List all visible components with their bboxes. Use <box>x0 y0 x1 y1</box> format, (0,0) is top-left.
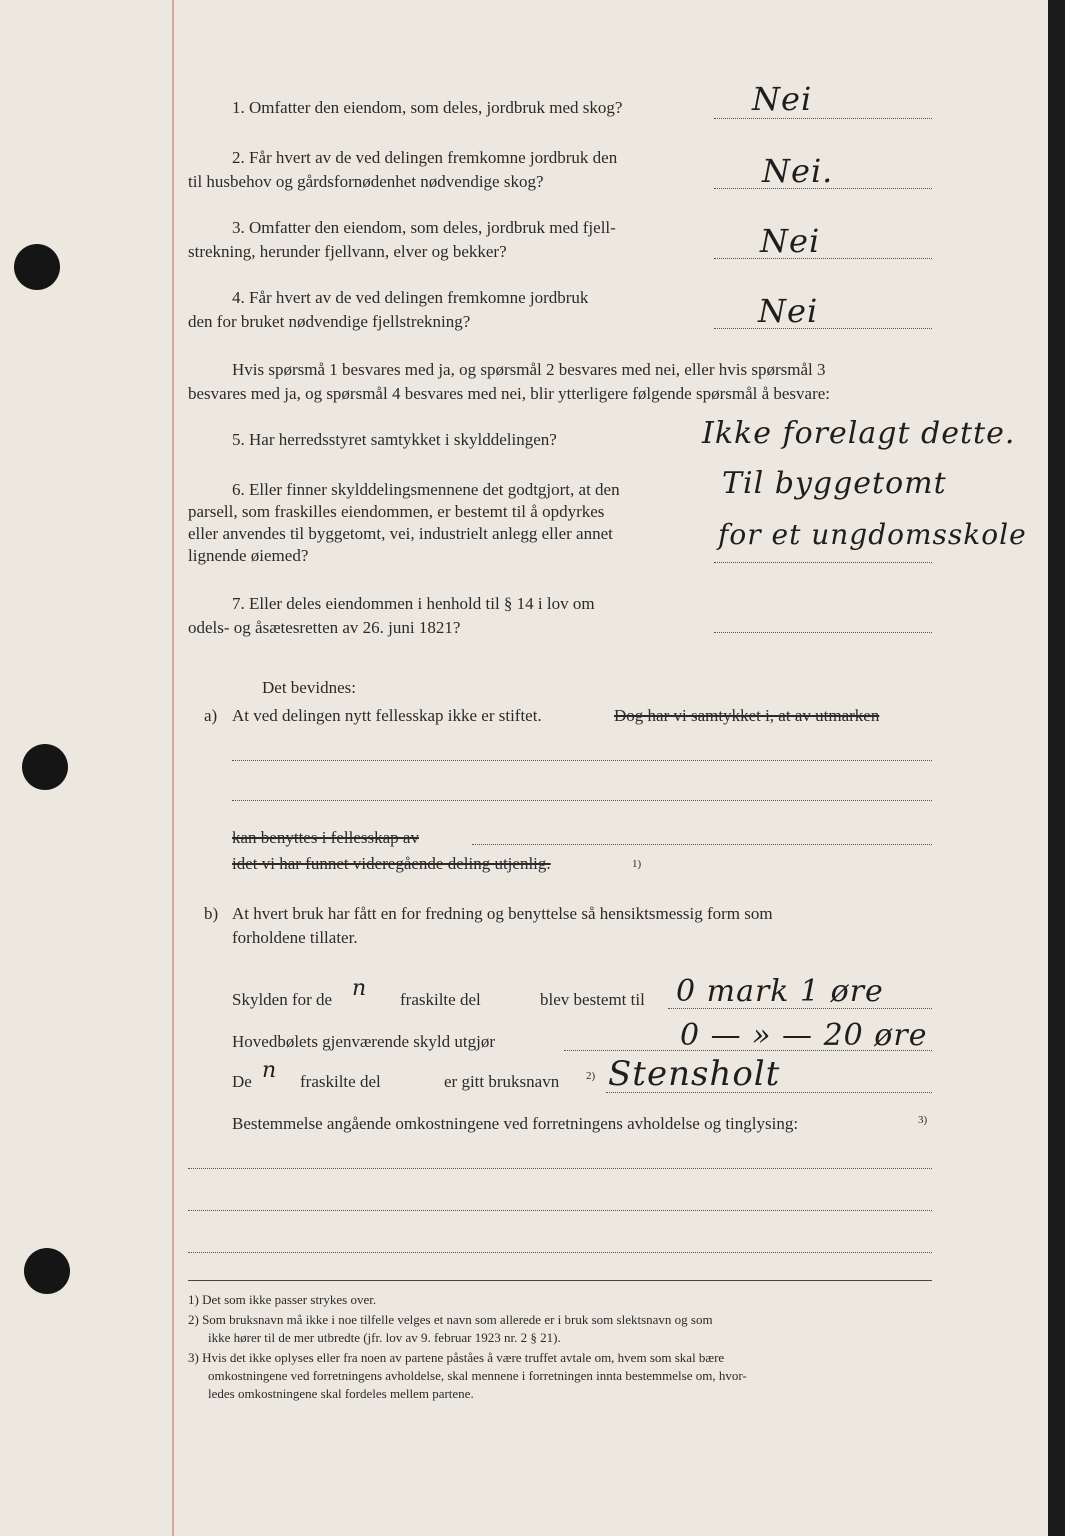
answer-1: Nei <box>752 80 813 118</box>
answer-5: Ikke forelagt dette. <box>702 416 1016 451</box>
footnote-1: 1) Det som ikke passer strykes over. <box>188 1292 377 1307</box>
question-2-line2: til husbehov og gårdsfornødenhet nødvendige skog? <box>188 172 544 191</box>
blank-line <box>472 844 932 845</box>
skyld-value: 0 mark 1 øre <box>676 974 884 1009</box>
intro-line1: Hvis spørsmå 1 besvares med ja, og spørsmål 2 besvares med nei, eller hvis spørsmål 3 <box>232 360 826 379</box>
blank-line <box>188 1210 932 1211</box>
navn-value: Stensholt <box>608 1054 781 1094</box>
question-4-line1: 4. Får hvert av de ved delingen fremkomne jordbruk <box>232 288 589 307</box>
question-2-line1: 2. Får hvert av de ved delingen fremkomne jordbruk den <box>232 148 618 167</box>
footnote-3b: omkostningene ved forretningens avholdelse, skal mennene i forretningen innta bestemmelse om, hvor- <box>208 1368 747 1383</box>
question-6-line1: 6. Eller finner skylddelingsmennene det godtgjort, at den <box>232 480 620 499</box>
question-6-line4: lignende øiemed? <box>188 546 309 565</box>
footnote-rule <box>188 1280 932 1281</box>
skyld-label: Skylden for de <box>232 990 333 1009</box>
attest-a-label: a) <box>204 706 218 725</box>
attest-a-note: 1) <box>632 858 642 870</box>
footnote-3a: 3) Hvis det ikke oplyses eller fra noen av partene påståes å være truffet avtale om, hvem som skal bære <box>188 1350 725 1365</box>
answer-6-line2: for et ungdomsskole <box>718 518 1027 551</box>
answer-line <box>714 258 932 259</box>
margin-rule <box>172 0 174 1536</box>
punch-hole <box>22 744 68 790</box>
skyld-hand: n <box>352 976 368 1001</box>
question-6-line2: parsell, som fraskilles eiendommen, er bestemt til å opdyrkes <box>188 502 605 521</box>
intro-line2: besvares med ja, og spørsmål 4 besvares med nei, blir ytterligere følgende spørsmål å besvare: <box>188 384 831 403</box>
answer-3: Nei <box>760 222 821 260</box>
navn-note: 2) <box>586 1070 596 1082</box>
blank-line <box>188 1252 932 1253</box>
question-7-line1: 7. Eller deles eiendommen i henhold til § 14 i lov om <box>232 594 595 613</box>
skyld-label-2: fraskilte del <box>400 990 481 1009</box>
hoved-label: Hovedbølets gjenværende skyld utgjør <box>232 1032 495 1051</box>
answer-2: Nei. <box>762 152 834 190</box>
answer-line <box>714 118 932 119</box>
question-3-line2: strekning, herunder fjellvann, elver og bekker? <box>188 242 507 261</box>
attest-heading: Det bevidnes: <box>262 678 356 697</box>
footnote-2b: ikke hører til de mer utbredte (jfr. lov av 9. februar 1923 nr. 2 § 21). <box>208 1330 561 1345</box>
bestemmelse-note: 3) <box>918 1114 928 1126</box>
attest-a-struck: Dog har vi samtykket i, at av utmarken <box>614 706 880 725</box>
attest-a-struck-2: kan benyttes i fellesskap av <box>232 828 419 847</box>
question-5: 5. Har herredsstyret samtykket i skylddelingen? <box>232 430 557 449</box>
answer-line <box>714 562 932 563</box>
answer-line <box>714 328 932 329</box>
punch-hole <box>24 1248 70 1294</box>
question-7-line2: odels- og åsætesretten av 26. juni 1821? <box>188 618 461 637</box>
question-3-line1: 3. Omfatter den eiendom, som deles, jordbruk med fjell- <box>232 218 616 237</box>
question-4-line2: den for bruket nødvendige fjellstrekning? <box>188 312 471 331</box>
blank-line <box>232 760 932 761</box>
question-1: 1. Omfatter den eiendom, som deles, jordbruk med skog? <box>232 98 623 117</box>
bestemmelse-label: Bestemmelse angående omkostningene ved forretningens avholdelse og tinglysing: <box>232 1114 799 1133</box>
navn-hand: n <box>262 1058 278 1083</box>
answer-line <box>714 632 932 633</box>
navn-label-2: fraskilte del <box>300 1072 381 1091</box>
hoved-value: 0 — » — 20 øre <box>680 1018 928 1053</box>
attest-a-struck-3: idet vi har funnet videregående deling utjenlig. <box>232 854 551 873</box>
footnote-2a: 2) Som bruksnavn må ikke i noe tilfelle velges et navn som allerede er i bruk som slektsnavn og som <box>188 1312 713 1327</box>
question-6-line3: eller anvendes til byggetomt, vei, industrielt anlegg eller annet <box>188 524 613 543</box>
skyld-label-3: blev bestemt til <box>540 990 645 1009</box>
navn-label-3: er gitt bruksnavn <box>444 1072 560 1091</box>
attest-b-label: b) <box>204 904 219 923</box>
punch-hole <box>14 244 60 290</box>
blank-line <box>232 800 932 801</box>
blank-line <box>188 1168 932 1169</box>
attest-b-line2: forholdene tillater. <box>232 928 358 947</box>
answer-4: Nei <box>758 292 819 330</box>
footnote-3c: ledes omkostningene skal fordeles mellem partene. <box>208 1386 474 1401</box>
attest-b-line1: At hvert bruk har fått en for fredning og benyttelse så hensiktsmessig form som <box>232 904 773 923</box>
attest-a-text: At ved delingen nytt fellesskap ikke er stiftet. <box>232 706 542 725</box>
answer-6-line1: Til byggetomt <box>722 466 947 501</box>
navn-label: De <box>232 1072 252 1091</box>
